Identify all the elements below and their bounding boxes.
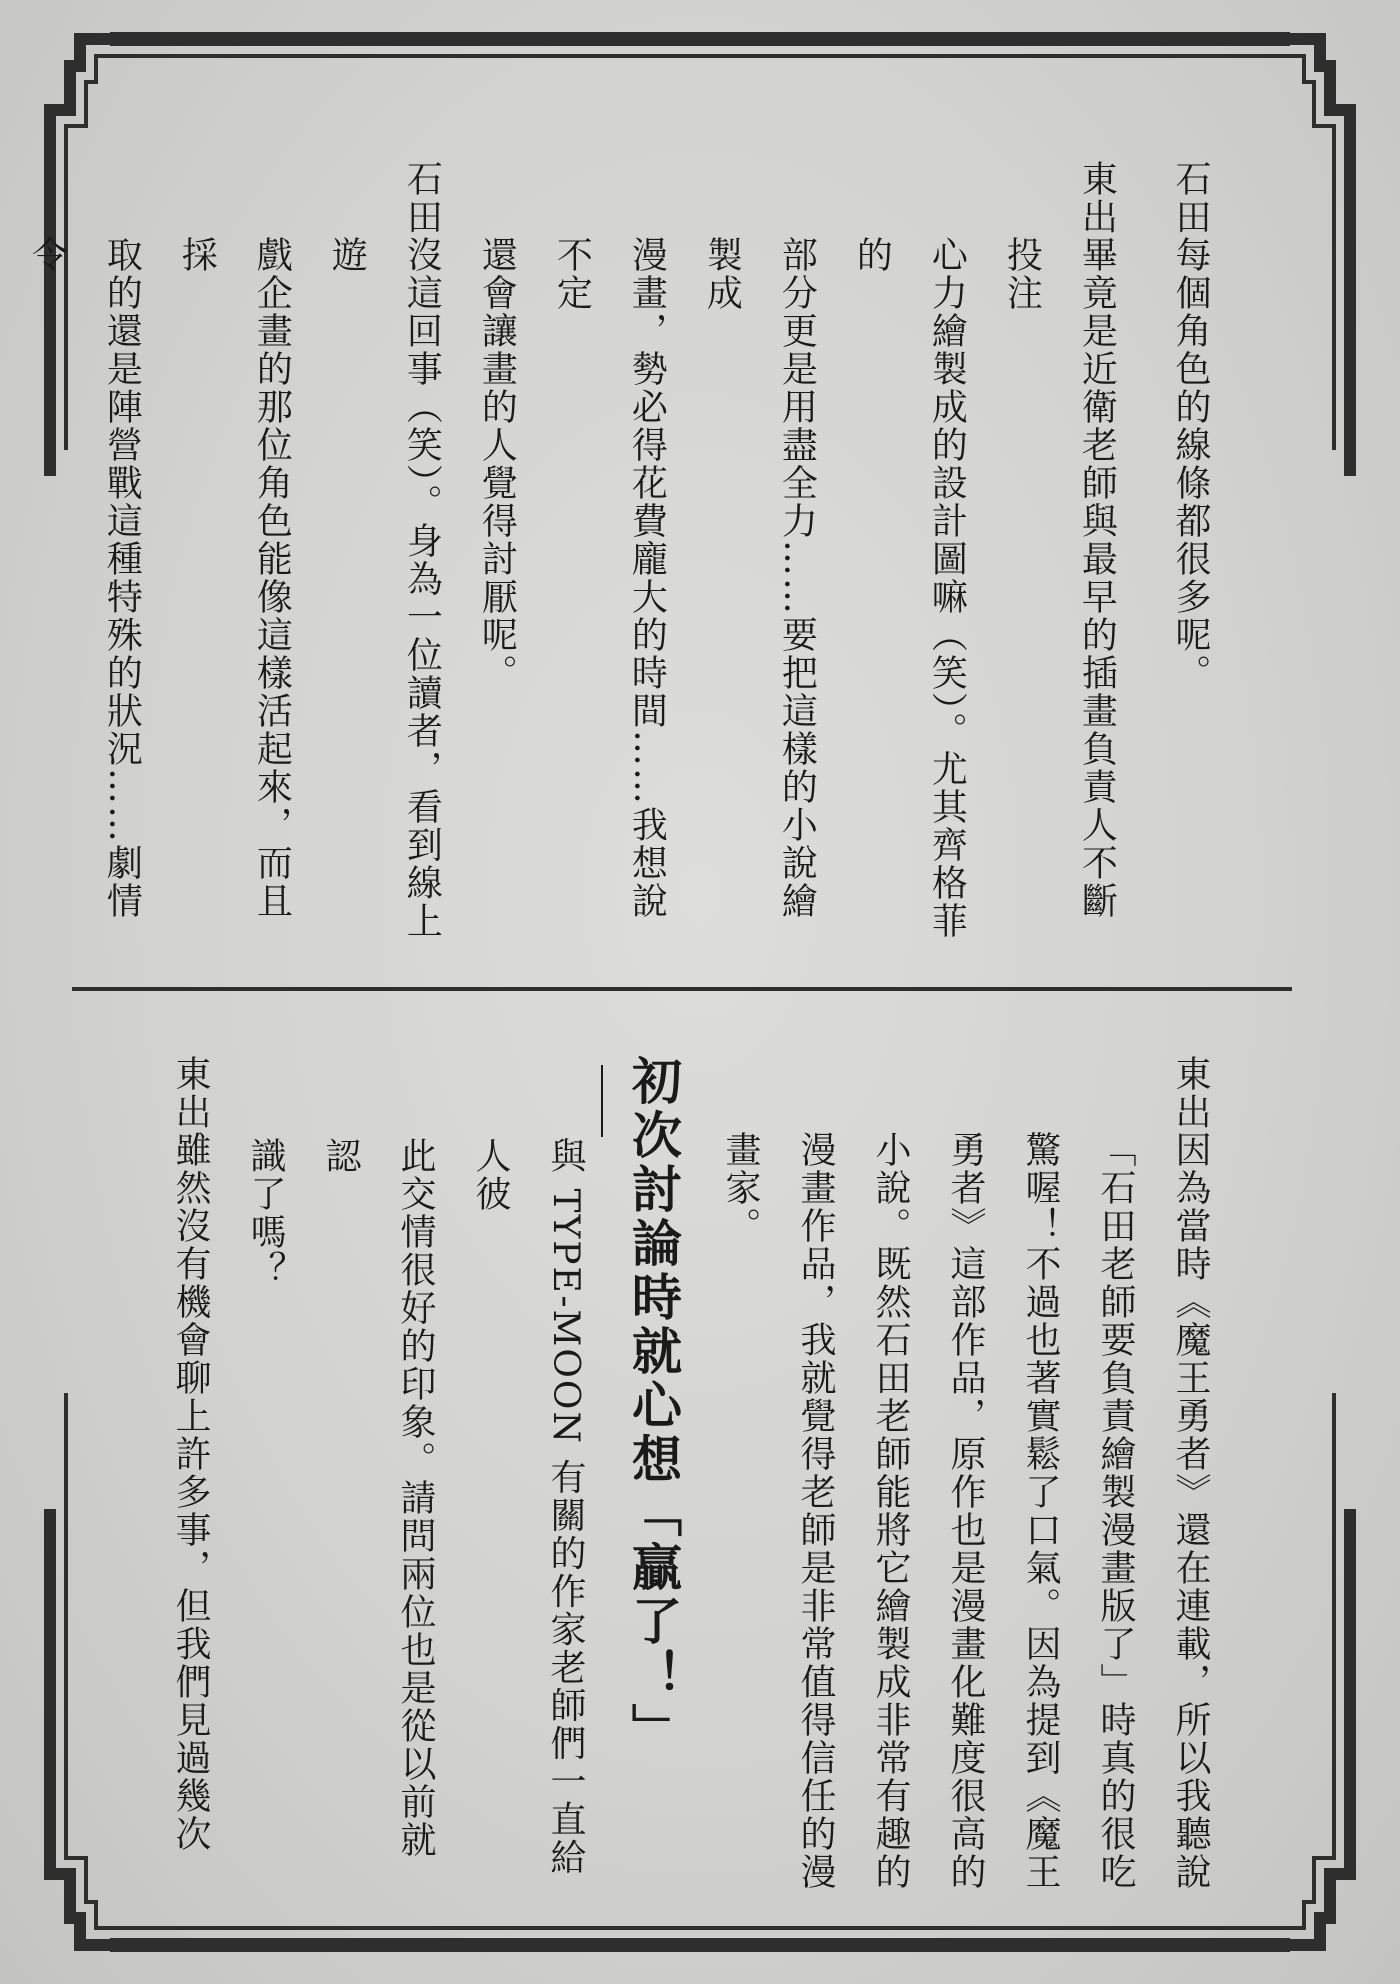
text-line: 還會讓畫的人覺得討厭呢。 <box>476 236 518 692</box>
section-heading: 初次討論時就心想「贏了！」 <box>624 1055 683 1757</box>
bottom-section <box>158 1055 1228 1895</box>
text-line: 識了嗎？ <box>245 1137 286 1289</box>
text-line: 畫家。 <box>720 1131 761 1245</box>
question-text <box>228 1137 603 1895</box>
text-line: 小說。既然石田老師能將它繪製成非常有趣的 <box>870 1131 911 1891</box>
text-line: 部分更是用盡全力……要把這樣的小說繪製成 <box>701 236 818 920</box>
dialogue-turn <box>0 160 459 950</box>
dialogue-text <box>134 1131 228 1895</box>
text-line: 此交情很好的印象。請問兩位也是從以前就認 <box>320 1137 436 1859</box>
text-line: 漫畫，勢必得花費龐大的時間……我想說不定 <box>551 236 668 920</box>
text-line: 與 TYPE-MOON 有關的作家老師們一直給人彼 <box>470 1137 586 1877</box>
speaker-name: 石田 <box>401 160 443 236</box>
text-line: 漫畫作品，我就覺得老師是非常值得信任的漫 <box>795 1131 836 1891</box>
dialogue-turn <box>134 1055 228 1895</box>
dialogue-text <box>703 1131 1228 1895</box>
question-dash <box>509 1055 603 1137</box>
text-line: 驚喔！不過也著實鬆了口氣。因為提到《魔王 <box>1020 1131 1061 1891</box>
top-section <box>26 160 1228 950</box>
speaker-name: 東出 <box>1170 1055 1211 1131</box>
text-line <box>0 236 9 950</box>
dialogue-turn <box>459 160 1134 950</box>
dialogue-text <box>459 236 1134 950</box>
text-line: 沒這回事（笑）。身為一位讀者，看到線上遊 <box>326 236 443 940</box>
interviewer-question <box>228 1055 603 1895</box>
text-line: 戲企畫的那位角色能像這樣活起來，而且採 <box>176 236 293 920</box>
dialogue-turn <box>703 1055 1228 1895</box>
text-line: 心力繪製成的設計圖嘛（笑）。尤其齊格菲的 <box>851 236 968 940</box>
text-line: 取的還是陣營戰這種特殊的狀況……劇情令 <box>26 236 143 920</box>
text-line: 每個角色的線條都很多呢。 <box>1170 236 1211 692</box>
text-line: 雖然沒有機會聊上許多事，但我們見過幾次 <box>170 1131 211 1853</box>
text-line: 「石田老師要負責繪製漫畫版了」時真的很吃 <box>1095 1131 1136 1891</box>
dialogue-turn <box>1134 160 1228 950</box>
speaker-name: 石田 <box>1170 160 1211 236</box>
text-line: 畢竟是近衛老師與最早的插畫負責人不斷投注 <box>1001 236 1118 920</box>
speaker-name: 東出 <box>1076 160 1118 236</box>
text-line: 因為當時《魔王勇者》還在連載，所以我聽說 <box>1170 1131 1211 1891</box>
dialogue-text <box>0 236 459 950</box>
speaker-name: 東出 <box>170 1055 211 1131</box>
dialogue-text <box>1134 236 1228 950</box>
text-line: 勇者》這部作品，原作也是漫畫化難度很高的 <box>945 1131 986 1891</box>
